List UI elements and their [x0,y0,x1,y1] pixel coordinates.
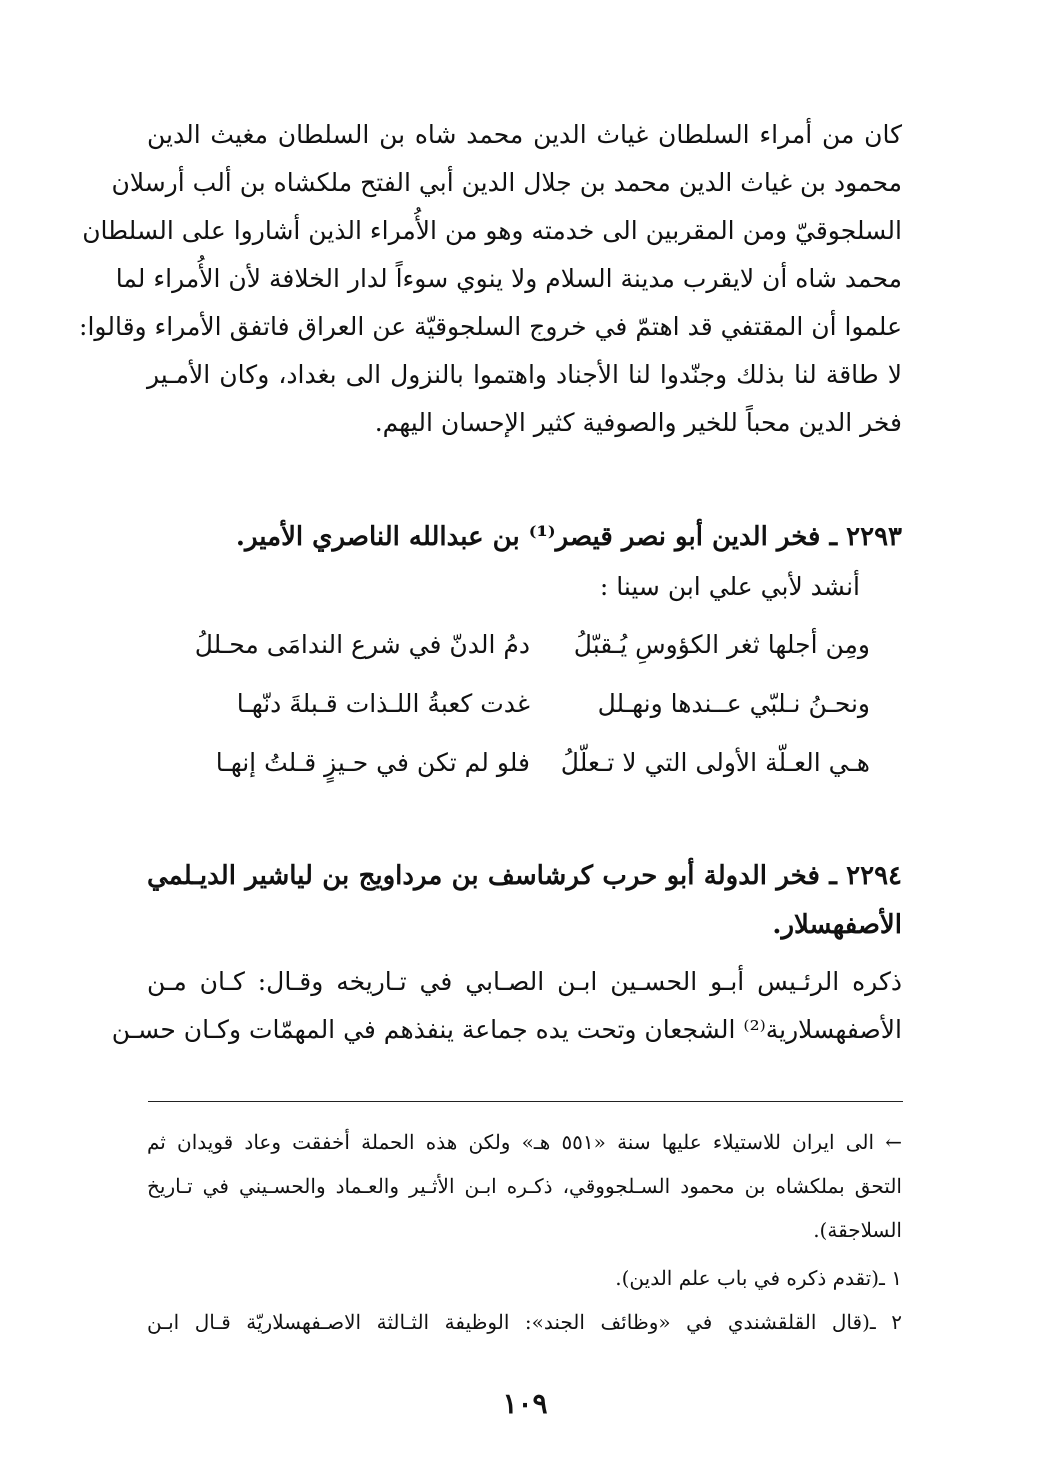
entry-2294-heading-line-1: ٢٢٩٤ ـ فخر الدولة أبو حرب كرشاسف بن مرداويج بن لياشير الديـلمي [147,861,902,891]
verse-3-second: هـي العـلّة الأولى التي لا تـعلّلُ [560,748,870,777]
verse-3-first: فلو لم تكن في حـيزٍ قـلتُ إنهـا [215,748,530,777]
footnote-continued-line-3: السلاجقة). [813,1218,902,1242]
entry-2294-heading-line-2: الأصفهسلار. [772,910,902,940]
entry-2294-body-line-1: ذكره الرئـيس أبـو الحسـين ابـن الصـابي في تـاريخه وقـال: كـان مـن [147,967,902,996]
page-number: ١٠٩ [502,1387,548,1420]
verse-1-second: ومِن أجلها ثغر الكؤوسِ يُـقبّلُ [573,630,870,659]
intro-line-6: لا طاقة لنا بذلك وجنّدوا لنا الأجناد واهتموا بالنزول الى بغداد، وكان الأمـير [147,360,902,389]
verse-1-first: دمُ الدنّ في شرع الندامَى محـللُ [194,630,530,659]
entry-2294-body-line-2: الأصفهسلارية⁽²⁾ الشجعان وتحت يده جماعة ينفذهم في المهمّات وكـان حسـن [111,1015,902,1044]
verse-2-second: ونحـنُ نـلبّي عــندها ونهـلل [597,689,870,718]
intro-line-4: محمد شاه أن لايقرب مدينة السلام ولا ينوي سوءاً لدار الخلافة لأن الأُمراء لما [115,264,902,293]
intro-line-1: كان من أمراء السلطان غياث الدين محمد شاه بن السلطان مغيث الدين [147,120,902,149]
footnote-1: ١ ـ(تقدم ذكره في باب علم الدين). [615,1266,902,1290]
entry-2293-heading: ٢٢٩٣ ـ فخر الدين أبو نصر قيصر⁽¹⁾ بن عبدالله الناصري الأمير. [235,522,902,552]
intro-line-3: السلجوقيّ ومن المقربين الى خدمته وهو من الأُمراء الذين أشاروا على السلطان [82,216,902,245]
intro-line-2: محمود بن غياث الدين محمد بن جلال الدين أبي الفتح ملكشاه بن ألب أرسلان [111,168,902,197]
footnote-continued-line-1: ← الى ايران للاستيلاء عليها سنة «٥٥١ هـ» ولكن هذه الحملة أخفقت وعاد قويدان ثم [147,1130,902,1154]
intro-line-5: علموا أن المقتفي قد اهتمّ في خروج السلجوقيّة عن العراق فاتفق الأمراء وقالوا: [79,312,902,341]
footnote-2: ٢ ـ(قال القلقشندي في «وظائف الجند»: الوظيفة الثـالثة الاصـفهسلاريّة قـال ابـن [147,1310,902,1334]
entry-2293-intro: أنشد لأبي علي ابن سينا : [599,572,860,601]
verse-2-first: غدت كعبةُ اللـذات قـبلةَ دنّهـا [236,689,530,718]
footnote-continued-line-2: التحق بملكشاه بن محمود السـلجووقي، ذكـره ابـن الأثـير والعـماد والحسـيني في تـاريخ [147,1174,902,1198]
footnote-separator [148,1101,903,1102]
intro-line-7: فخر الدين محباً للخير والصوفية كثير الإحسان اليهم. [374,408,902,437]
